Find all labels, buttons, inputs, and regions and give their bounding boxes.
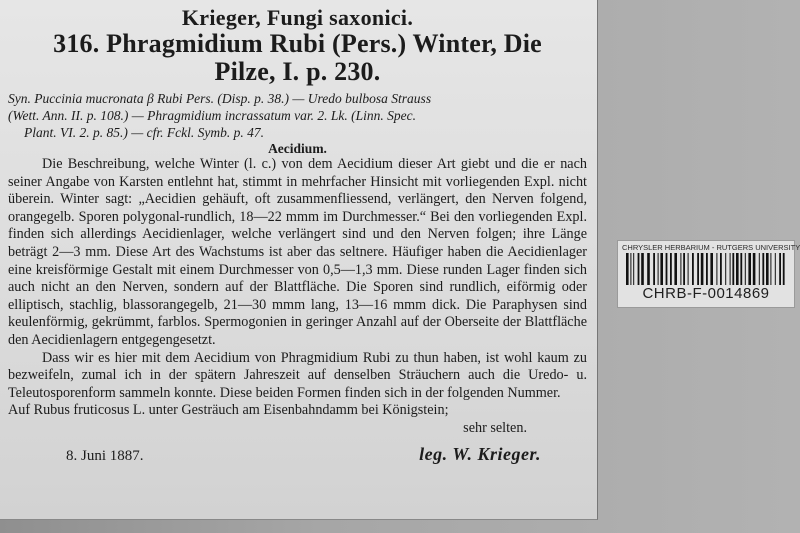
frequency-text: sehr selten. <box>463 419 527 436</box>
barcode-bar <box>647 253 650 285</box>
barcode-bar <box>706 253 708 285</box>
barcode-label <box>617 240 800 308</box>
barcode-bar <box>688 253 689 285</box>
barcode-bar <box>779 253 781 285</box>
synonym-line: Plant. VI. 2. p. 85.) — cfr. Fckl. Symb. p. 47. <box>24 125 264 140</box>
synonym-line: (Wett. Ann. II. p. 108.) — Phragmidium incrassatum var. 2. Lk. (Linn. Spec. <box>8 108 416 123</box>
barcode-bar <box>730 253 731 285</box>
barcode-bar <box>762 253 764 285</box>
barcode-bar <box>740 253 742 285</box>
locality-text: Auf Rubus fruticosus L. unter Gesträuch am Eisenbahndamm bei Königstein; <box>8 402 449 419</box>
section-heading: Aecidium. <box>268 141 327 156</box>
barcode-bar <box>753 253 756 285</box>
barcode-bars <box>624 253 788 285</box>
discussion-paragraph: Dass wir es hier mit dem Aecidium von Phragmidium Rubi zu thun haben, ist wohl kaum zu bezweifeln, zumal ich in der spätern Jahreszeit auf denselben Sträuchern auch die Uredo- u. Teleutosporenform sammeln konnte. Diese beiden Formen finden sich in der folgenden Nummer. <box>8 349 587 401</box>
species-name-line-1: 316. Phragmidium Rubi (Pers.) Winter, Die <box>53 29 542 58</box>
barcode-bar <box>783 253 785 285</box>
barcode-bar <box>775 253 776 285</box>
barcode-bar <box>641 253 644 285</box>
barcode-bar <box>653 253 655 285</box>
barcode-bar <box>680 253 681 285</box>
footer-row <box>8 444 587 465</box>
description-paragraph: Die Beschreibung, welche Winter (l. c.) von dem Aecidium dieser Art giebt und die er nach seiner Angabe von Karsten entlehnt hat, stimmt in mehrfacher Hinsicht mit vorliegenden Expl. nicht überein. Winter sagt: „Aecidien gehäuft, oft zusammenfliessend, verlängert, den Nerven folgend, orangegelb. Sporen polygonal-rundlich, 18—22 mmm im Durchmesser.“ Bei den vorliegenden Expl. finden sich allerdings Aecidienlager, welche verlängert sind und den Nerven folgen; ihre Länge beträgt 2—3 mm. Diese Art des Wachstums ist aber das seltnere. Häufiger haben die Aecidienlager eine kreisförmige Gestalt mit einem Durchmesser von 0,5—1,3 mm. Diese runden Lager finden sich auch nicht an den Nerven, sondern auf der Blattfläche. Die Sporen sind rundlich, eiförmig oder elliptisch, stachlig, blassorangegelb, 21—30 mmm lang, 13—16 mmm dick. Die Paraphysen sind keulenförmig, gekrümmt, farblos. Spermogonien in geringer Anzahl auf der Oberseite der Blattfläche den Aecidienlagern entgegengesetzt. <box>8 156 587 348</box>
barcode-bar <box>670 253 672 285</box>
species-name-line-2: Pilze, I. p. 230. <box>214 57 381 86</box>
barcode-bar <box>720 253 722 285</box>
barcode-bar <box>626 253 629 285</box>
barcode-bar <box>748 253 751 285</box>
barcode-institution: CHRYSLER HERBARIUM - RUTGERS UNIVERSITY <box>622 243 800 252</box>
synonyms-block <box>8 90 587 141</box>
barcode-catalog-number: CHRB-F-0014869 <box>642 285 770 302</box>
barcode-bar <box>732 253 734 285</box>
barcode-bar <box>770 253 771 285</box>
barcode-bar <box>660 253 663 285</box>
barcode-bar <box>674 253 677 285</box>
barcode-bar <box>638 253 640 285</box>
collection-date: 8. Juni 1887. <box>66 447 144 464</box>
barcode-bar <box>633 253 634 285</box>
synonym-line: Syn. Puccinia mucronata β Rubi Pers. (Disp. p. 38.) — Uredo bulbosa Strauss <box>8 91 432 106</box>
barcode-bar <box>630 253 631 285</box>
barcode-bar <box>725 253 726 285</box>
barcode-bar <box>710 253 713 285</box>
collection-title: Krieger, Fungi saxonici. <box>181 5 414 30</box>
barcode-bar <box>766 253 769 285</box>
barcode-bar <box>697 253 699 285</box>
barcode-bar <box>658 253 659 285</box>
barcode-bar <box>666 253 668 285</box>
barcode-bar <box>759 253 760 285</box>
barcode-bar <box>736 253 739 285</box>
barcode-bar <box>716 253 717 285</box>
barcode-bar <box>745 253 746 285</box>
barcode-bar <box>692 253 694 285</box>
collector-name: leg. W. Krieger. <box>419 443 541 464</box>
barcode-bar <box>683 253 685 285</box>
barcode-bar <box>701 253 704 285</box>
